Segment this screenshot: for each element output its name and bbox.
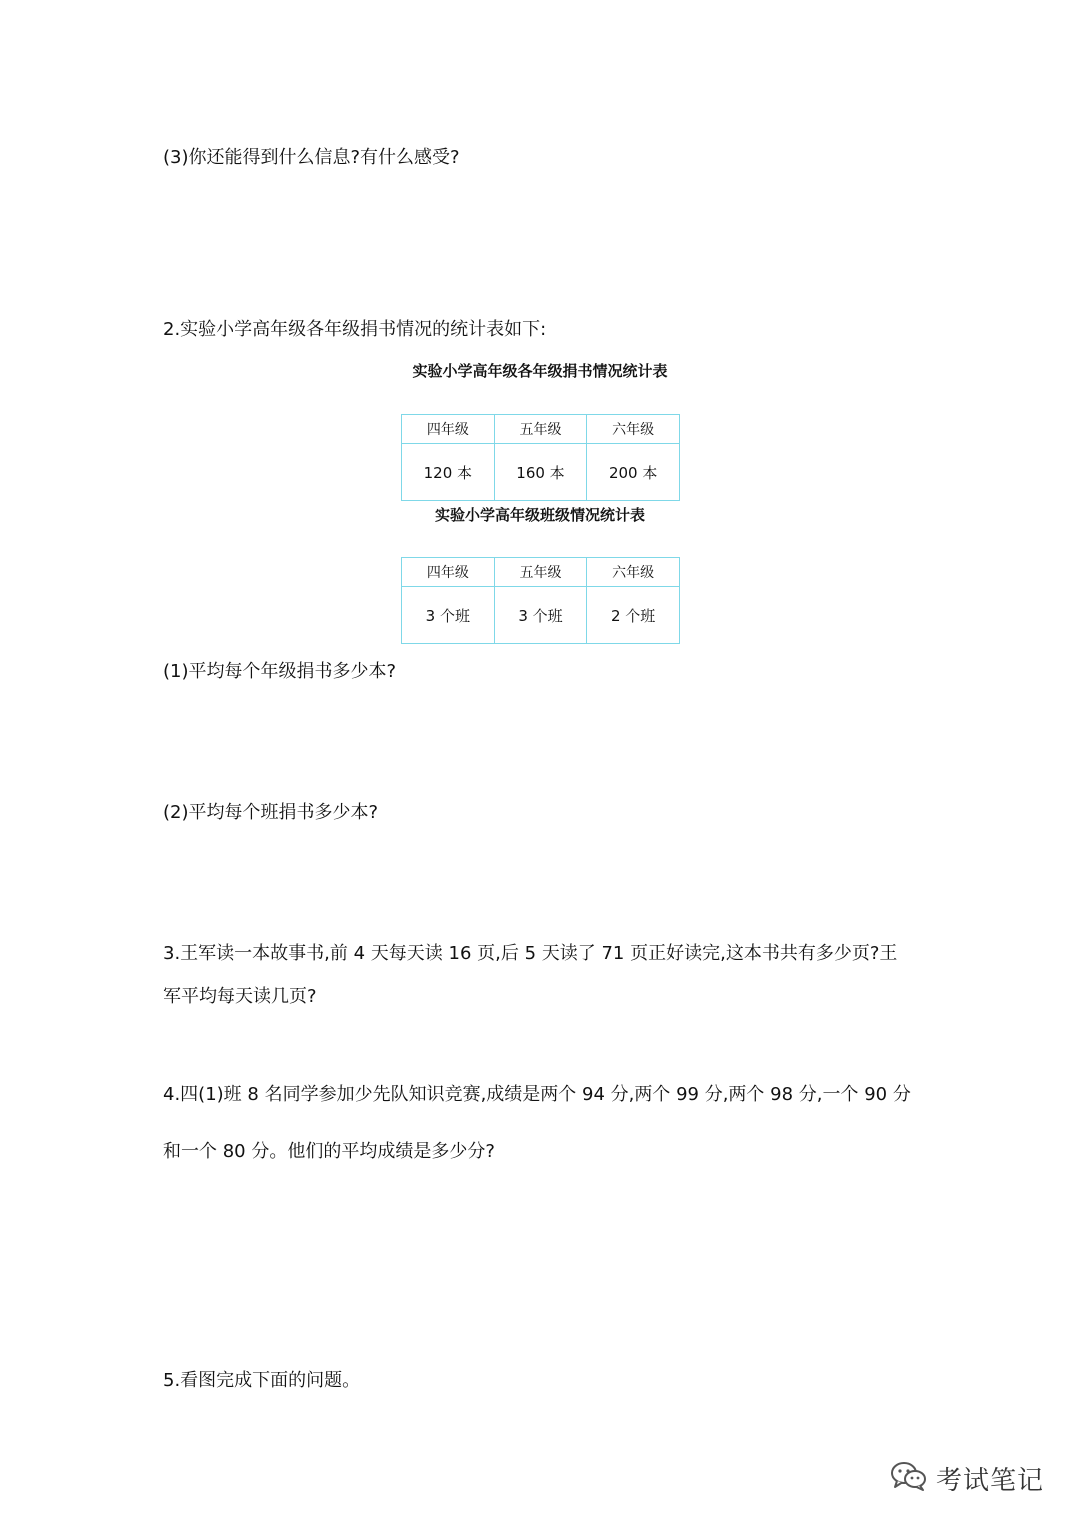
table-header-cell: 四年级 [402,415,495,444]
watermark [890,1456,1044,1500]
question-3-line-1: 3.王军读一本故事书,前 4 天每天读 16 页,后 5 天读了 71 页正好读完,这本书共有多少页?王 [163,943,898,964]
table-header-cell: 五年级 [494,415,587,444]
table-cell: 200 本 [587,444,680,501]
watermark-text: 考试笔记 [936,1465,1045,1496]
question-4-line-1: 4.四(1)班 8 名同学参加少先队知识竞赛,成绩是两个 94 分,两个 99 分,两个 98 分,一个 90 分 [163,1084,911,1105]
table-header-row [402,558,680,587]
table-header-row [402,415,680,444]
table-cell: 120 本 [402,444,495,501]
table-row [402,444,680,501]
question-3-line-2: 军平均每天读几页? [163,986,317,1007]
table-cell: 160 本 [494,444,587,501]
question-1-part-3: (3)你还能得到什么信息?有什么感受? [163,147,460,168]
table-header-cell: 六年级 [587,415,680,444]
question-5: 5.看图完成下面的问题。 [163,1370,361,1391]
table-row [402,587,680,644]
table-cell: 3 个班 [402,587,495,644]
question-2-intro: 2.实验小学高年级各年级捐书情况的统计表如下: [163,319,547,340]
table-cell: 3 个班 [494,587,587,644]
class-count-table [401,557,680,644]
question-4-line-2: 和一个 80 分。他们的平均成绩是多少分? [163,1141,495,1162]
table-header-cell: 四年级 [402,558,495,587]
table-1-title: 实验小学高年级各年级捐书情况统计表 [412,362,668,380]
table-cell: 2 个班 [587,587,680,644]
table-2-title: 实验小学高年级班级情况统计表 [434,506,645,524]
table-header-cell: 六年级 [587,558,680,587]
question-2-part-1: (1)平均每个年级捐书多少本? [163,661,397,682]
donation-table [401,414,680,501]
table-header-cell: 五年级 [494,558,587,587]
question-2-part-2: (2)平均每个班捐书多少本? [163,802,379,823]
wechat-icon [890,1460,928,1496]
